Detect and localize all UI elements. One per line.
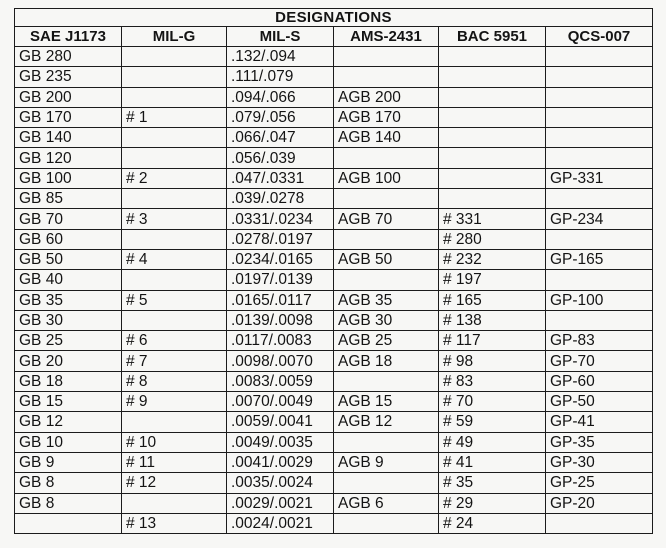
table-cell [546,128,653,148]
table-cell: GB 235 [15,67,122,87]
table-cell: AGB 12 [334,412,439,432]
table-cell [122,148,227,168]
table-cell: AGB 50 [334,249,439,269]
table-cell: # 70 [439,392,546,412]
table-cell: # 138 [439,310,546,330]
table-cell: GB 200 [15,87,122,107]
table-cell: GB 60 [15,229,122,249]
table-cell: GP-25 [546,473,653,493]
table-cell [334,148,439,168]
table-cell: # 98 [439,351,546,371]
table-row [15,249,653,269]
table-cell: GB 8 [15,493,122,513]
table-cell: GB 30 [15,310,122,330]
table-cell: .047/.0331 [227,168,334,188]
table-cell: GB 170 [15,107,122,127]
table-cell [439,47,546,67]
table-cell: AGB 30 [334,310,439,330]
table-cell [546,270,653,290]
table-title: DESIGNATIONS [15,9,653,27]
table-row [15,270,653,290]
table-cell [334,270,439,290]
table-cell: # 9 [122,392,227,412]
table-cell: .0165/.0117 [227,290,334,310]
table-row [15,87,653,107]
table-cell: AGB 140 [334,128,439,148]
table-cell [546,189,653,209]
table-cell [122,493,227,513]
table-cell: # 59 [439,412,546,432]
table-cell: # 13 [122,513,227,533]
table-cell: # 165 [439,290,546,310]
table-cell: # 83 [439,371,546,391]
table-cell: # 41 [439,452,546,472]
table-cell: .039/.0278 [227,189,334,209]
table-cell: AGB 100 [334,168,439,188]
column-header-qcs-007: QCS-007 [546,27,653,47]
table-cell: GB 10 [15,432,122,452]
column-header-row [15,27,653,47]
table-cell: # 2 [122,168,227,188]
table-cell [334,473,439,493]
table-cell: GB 8 [15,473,122,493]
table-cell: .0035/.0024 [227,473,334,493]
table-cell [334,513,439,533]
table-cell [439,148,546,168]
table-cell: .0197/.0139 [227,270,334,290]
table-cell: GP-35 [546,432,653,452]
table-cell: AGB 35 [334,290,439,310]
table-row [15,229,653,249]
table-cell: .056/.039 [227,148,334,168]
table-cell: # 331 [439,209,546,229]
table-cell: GB 85 [15,189,122,209]
column-header-ams-2431: AMS-2431 [334,27,439,47]
table-cell: GP-41 [546,412,653,432]
table-row [15,513,653,533]
table-cell: GP-165 [546,249,653,269]
table-cell [439,128,546,148]
table-row [15,128,653,148]
table-cell [122,270,227,290]
table-cell [122,412,227,432]
table-title-row [15,9,653,27]
table-cell: # 3 [122,209,227,229]
table-cell: # 11 [122,452,227,472]
table-cell: AGB 9 [334,452,439,472]
table-cell [334,229,439,249]
table-row [15,209,653,229]
table-row [15,47,653,67]
table-row [15,392,653,412]
table-row [15,493,653,513]
table-row [15,351,653,371]
table-cell: .0098/.0070 [227,351,334,371]
table-cell [15,513,122,533]
table-cell [546,148,653,168]
table-cell: GB 35 [15,290,122,310]
table-cell [439,87,546,107]
table-cell: .0049/.0035 [227,432,334,452]
table-cell: AGB 25 [334,331,439,351]
table-cell [334,432,439,452]
column-header-mil-s: MIL-S [227,27,334,47]
table-cell: # 232 [439,249,546,269]
table-cell [122,87,227,107]
table-cell: AGB 70 [334,209,439,229]
table-cell: # 197 [439,270,546,290]
table-cell: .111/.079 [227,67,334,87]
table-cell: GB 25 [15,331,122,351]
table-cell: # 4 [122,249,227,269]
table-cell: .132/.094 [227,47,334,67]
table-cell: # 8 [122,371,227,391]
table-cell [439,189,546,209]
table-cell: GB 70 [15,209,122,229]
table-cell: GB 9 [15,452,122,472]
table-cell: .094/.066 [227,87,334,107]
table-cell [122,128,227,148]
table-cell [546,513,653,533]
table-cell: AGB 18 [334,351,439,371]
table-cell: .079/.056 [227,107,334,127]
table-cell [439,168,546,188]
table-cell: # 1 [122,107,227,127]
table-cell: GB 12 [15,412,122,432]
table-cell: # 6 [122,331,227,351]
table-cell [439,107,546,127]
table-cell: .0117/.0083 [227,331,334,351]
table-cell: .0278/.0197 [227,229,334,249]
table-cell: GB 120 [15,148,122,168]
table-row [15,189,653,209]
table-cell: GB 20 [15,351,122,371]
table-cell: # 24 [439,513,546,533]
table-cell: .066/.047 [227,128,334,148]
table-row [15,412,653,432]
table-row [15,432,653,452]
column-header-bac-5951: BAC 5951 [439,27,546,47]
table-cell: # 280 [439,229,546,249]
table-cell [546,67,653,87]
table-cell: GP-50 [546,392,653,412]
table-cell: GP-30 [546,452,653,472]
table-row [15,168,653,188]
table-cell: GP-83 [546,331,653,351]
table-cell: # 49 [439,432,546,452]
table-cell: .0059/.0041 [227,412,334,432]
table-cell: # 7 [122,351,227,371]
table-cell: GP-70 [546,351,653,371]
table-cell: GB 280 [15,47,122,67]
table-row [15,452,653,472]
table-cell [122,47,227,67]
table-cell [334,67,439,87]
table-cell [546,310,653,330]
table-cell: .0029/.0021 [227,493,334,513]
table-body [15,47,653,534]
table-cell: GB 15 [15,392,122,412]
table-cell: GB 100 [15,168,122,188]
table-row [15,331,653,351]
table-cell: .0234/.0165 [227,249,334,269]
table-cell: # 117 [439,331,546,351]
designations-table [14,8,653,534]
table-row [15,310,653,330]
table-cell: # 12 [122,473,227,493]
table-cell [122,310,227,330]
table-cell: AGB 15 [334,392,439,412]
table-cell [334,371,439,391]
table-row [15,67,653,87]
table-row [15,371,653,391]
table-cell [122,67,227,87]
table-cell: GB 40 [15,270,122,290]
table-cell: .0041/.0029 [227,452,334,472]
table-cell: # 5 [122,290,227,310]
table-row [15,473,653,493]
table-cell: # 10 [122,432,227,452]
table-cell: GB 50 [15,249,122,269]
table-cell [334,189,439,209]
table-row [15,290,653,310]
table-cell: GP-100 [546,290,653,310]
table-cell: .0024/.0021 [227,513,334,533]
table-cell [122,229,227,249]
table-cell [546,229,653,249]
table-cell [546,87,653,107]
column-header-mil-g: MIL-G [122,27,227,47]
table-cell: .0070/.0049 [227,392,334,412]
table-cell: AGB 200 [334,87,439,107]
table-cell: GP-60 [546,371,653,391]
table-row [15,107,653,127]
table-cell: GP-20 [546,493,653,513]
table-cell [122,189,227,209]
table-cell: GB 140 [15,128,122,148]
table-cell: AGB 170 [334,107,439,127]
table-cell [546,47,653,67]
table-cell: AGB 6 [334,493,439,513]
table-cell: # 35 [439,473,546,493]
table-cell: .0331/.0234 [227,209,334,229]
table-cell [546,107,653,127]
table-cell: # 29 [439,493,546,513]
table-cell [439,67,546,87]
table-row [15,148,653,168]
table-cell: .0139/.0098 [227,310,334,330]
table-cell: GB 18 [15,371,122,391]
column-header-sae-j1173: SAE J1173 [15,27,122,47]
table-cell: .0083/.0059 [227,371,334,391]
table-cell [334,47,439,67]
table-cell: GP-234 [546,209,653,229]
table-cell: GP-331 [546,168,653,188]
